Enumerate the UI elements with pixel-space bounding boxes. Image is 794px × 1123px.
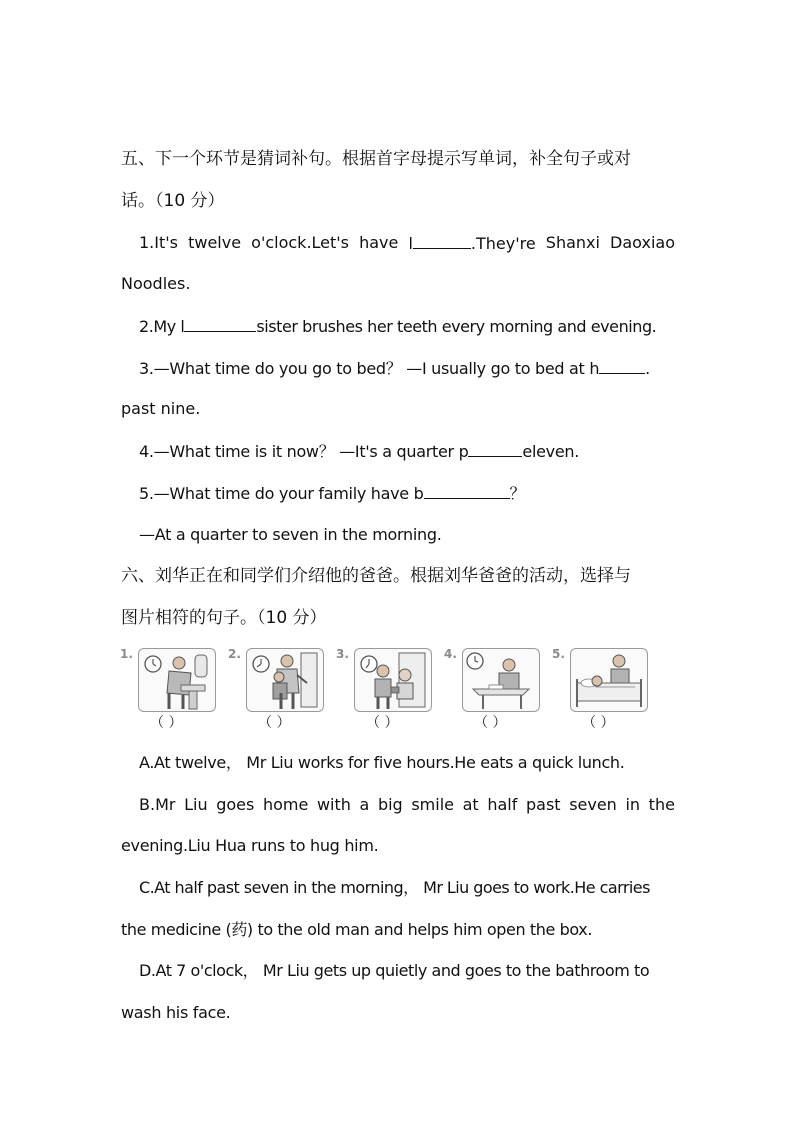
answer-parentheses[interactable]: （ ） xyxy=(582,715,615,731)
answer-parentheses[interactable]: （ ） xyxy=(258,715,291,731)
option-b-word: the xyxy=(648,795,675,814)
answer-parentheses[interactable]: （ ） xyxy=(150,715,183,731)
picture-number: 5. xyxy=(552,647,565,661)
q1-word: Shanxi xyxy=(545,233,600,252)
q1-word: o'clock.Let's xyxy=(251,233,350,252)
q2-text: sister brushes her teeth every morning and evening. xyxy=(256,317,657,336)
q1-word: twelve xyxy=(188,233,242,252)
q1-word: Daoxiao xyxy=(610,233,675,252)
question-5 xyxy=(139,482,675,505)
q1-prefix: l xyxy=(408,234,413,253)
question-3 xyxy=(139,357,675,380)
answer-parentheses[interactable]: （ ） xyxy=(366,715,399,731)
section5-title-line1: 五、下一个环节是猜词补句。根据首字母提示写单词，补全句子或对 xyxy=(121,149,631,169)
picture-number: 3. xyxy=(336,647,349,661)
option-b-word: in xyxy=(625,795,641,814)
picture-number: 2. xyxy=(228,647,241,661)
picture-number: 4. xyxy=(444,647,457,661)
option-b-word: at xyxy=(462,795,479,814)
option-d: D.At 7 o'clock， Mr Liu gets up quietly and goes to the bathroom to xyxy=(139,961,650,980)
picture-4 xyxy=(444,644,542,734)
q3-answer-blank[interactable] xyxy=(599,357,645,374)
picture-frame xyxy=(138,648,216,712)
child-hugging-father-illustration xyxy=(247,649,323,711)
man-getting-up-from-bed-illustration xyxy=(571,649,647,711)
picture-number: 1. xyxy=(120,647,133,661)
option-b-word: half xyxy=(487,795,518,814)
option-b-word: Liu xyxy=(184,795,208,814)
option-b-word: smile xyxy=(411,795,454,814)
question-4 xyxy=(139,440,675,463)
option-b-word: home xyxy=(262,795,309,814)
q1-answer-blank[interactable] xyxy=(413,232,471,249)
q1-blank-group xyxy=(408,232,535,255)
q5-text: ？ xyxy=(509,484,526,503)
q4-prefix: 4.—What time is it now？ —It's a quarter p xyxy=(139,442,469,461)
option-b-word: big xyxy=(377,795,403,814)
option-d-cont: wash his face. xyxy=(121,1003,231,1022)
picture-frame xyxy=(462,648,540,712)
picture-frame xyxy=(246,648,324,712)
question-1 xyxy=(139,232,675,255)
q1-after: .They're xyxy=(470,234,536,253)
option-c: C.At half past seven in the morning， Mr Liu goes to work.He carries xyxy=(139,878,650,897)
option-b-word: past xyxy=(525,795,561,814)
man-working-at-desk-illustration xyxy=(463,649,539,711)
option-b-word: seven xyxy=(569,795,617,814)
q2-answer-blank[interactable] xyxy=(184,315,256,332)
picture-frame xyxy=(354,648,432,712)
option-a: A.At twelve， Mr Liu works for five hours.He eats a quick lunch. xyxy=(139,753,625,772)
q4-text: eleven. xyxy=(522,442,579,461)
question-1-cont: Noodles. xyxy=(121,274,191,293)
question-2 xyxy=(139,315,675,338)
picture-row xyxy=(120,644,660,734)
q5-answer-blank[interactable] xyxy=(424,482,510,499)
section5-title-line2: 话。（10 分） xyxy=(121,191,225,211)
picture-3 xyxy=(336,644,434,734)
q3-text: . xyxy=(645,359,650,378)
q3-prefix: 3.—What time do you go to bed？ —I usually go to bed at h xyxy=(139,359,600,378)
q4-answer-blank[interactable] xyxy=(468,440,522,457)
picture-frame xyxy=(570,648,648,712)
q1-word: have xyxy=(359,233,399,252)
option-c-cont: the medicine (药) to the old man and helps him open the box. xyxy=(121,920,593,939)
question-5-answer: —At a quarter to seven in the morning. xyxy=(139,525,442,544)
picture-2 xyxy=(228,644,326,734)
option-b-cont: evening.Liu Hua runs to hug him. xyxy=(121,836,379,855)
q5-prefix: 5.—What time do your family have b xyxy=(139,484,424,503)
section6-title-line1: 六、刘华正在和同学们介绍他的爸爸。根据刘华爸爸的活动，选择与 xyxy=(121,566,631,586)
man-washing-face-illustration xyxy=(139,649,215,711)
option-b-word: goes xyxy=(216,795,255,814)
answer-parentheses[interactable]: （ ） xyxy=(474,715,507,731)
q1-word: 1.It's xyxy=(139,233,178,252)
option-b-word: B.Mr xyxy=(139,795,176,814)
option-b-word: a xyxy=(359,795,370,814)
option-b xyxy=(139,794,675,816)
picture-5 xyxy=(552,644,650,734)
picture-1 xyxy=(120,644,218,734)
q2-prefix: 2.My l xyxy=(139,317,185,336)
man-helping-old-man-illustration xyxy=(355,649,431,711)
option-b-word: with xyxy=(316,795,351,814)
question-3-cont: past nine. xyxy=(121,399,201,418)
section6-title-line2: 图片相符的句子。（10 分） xyxy=(121,608,327,628)
